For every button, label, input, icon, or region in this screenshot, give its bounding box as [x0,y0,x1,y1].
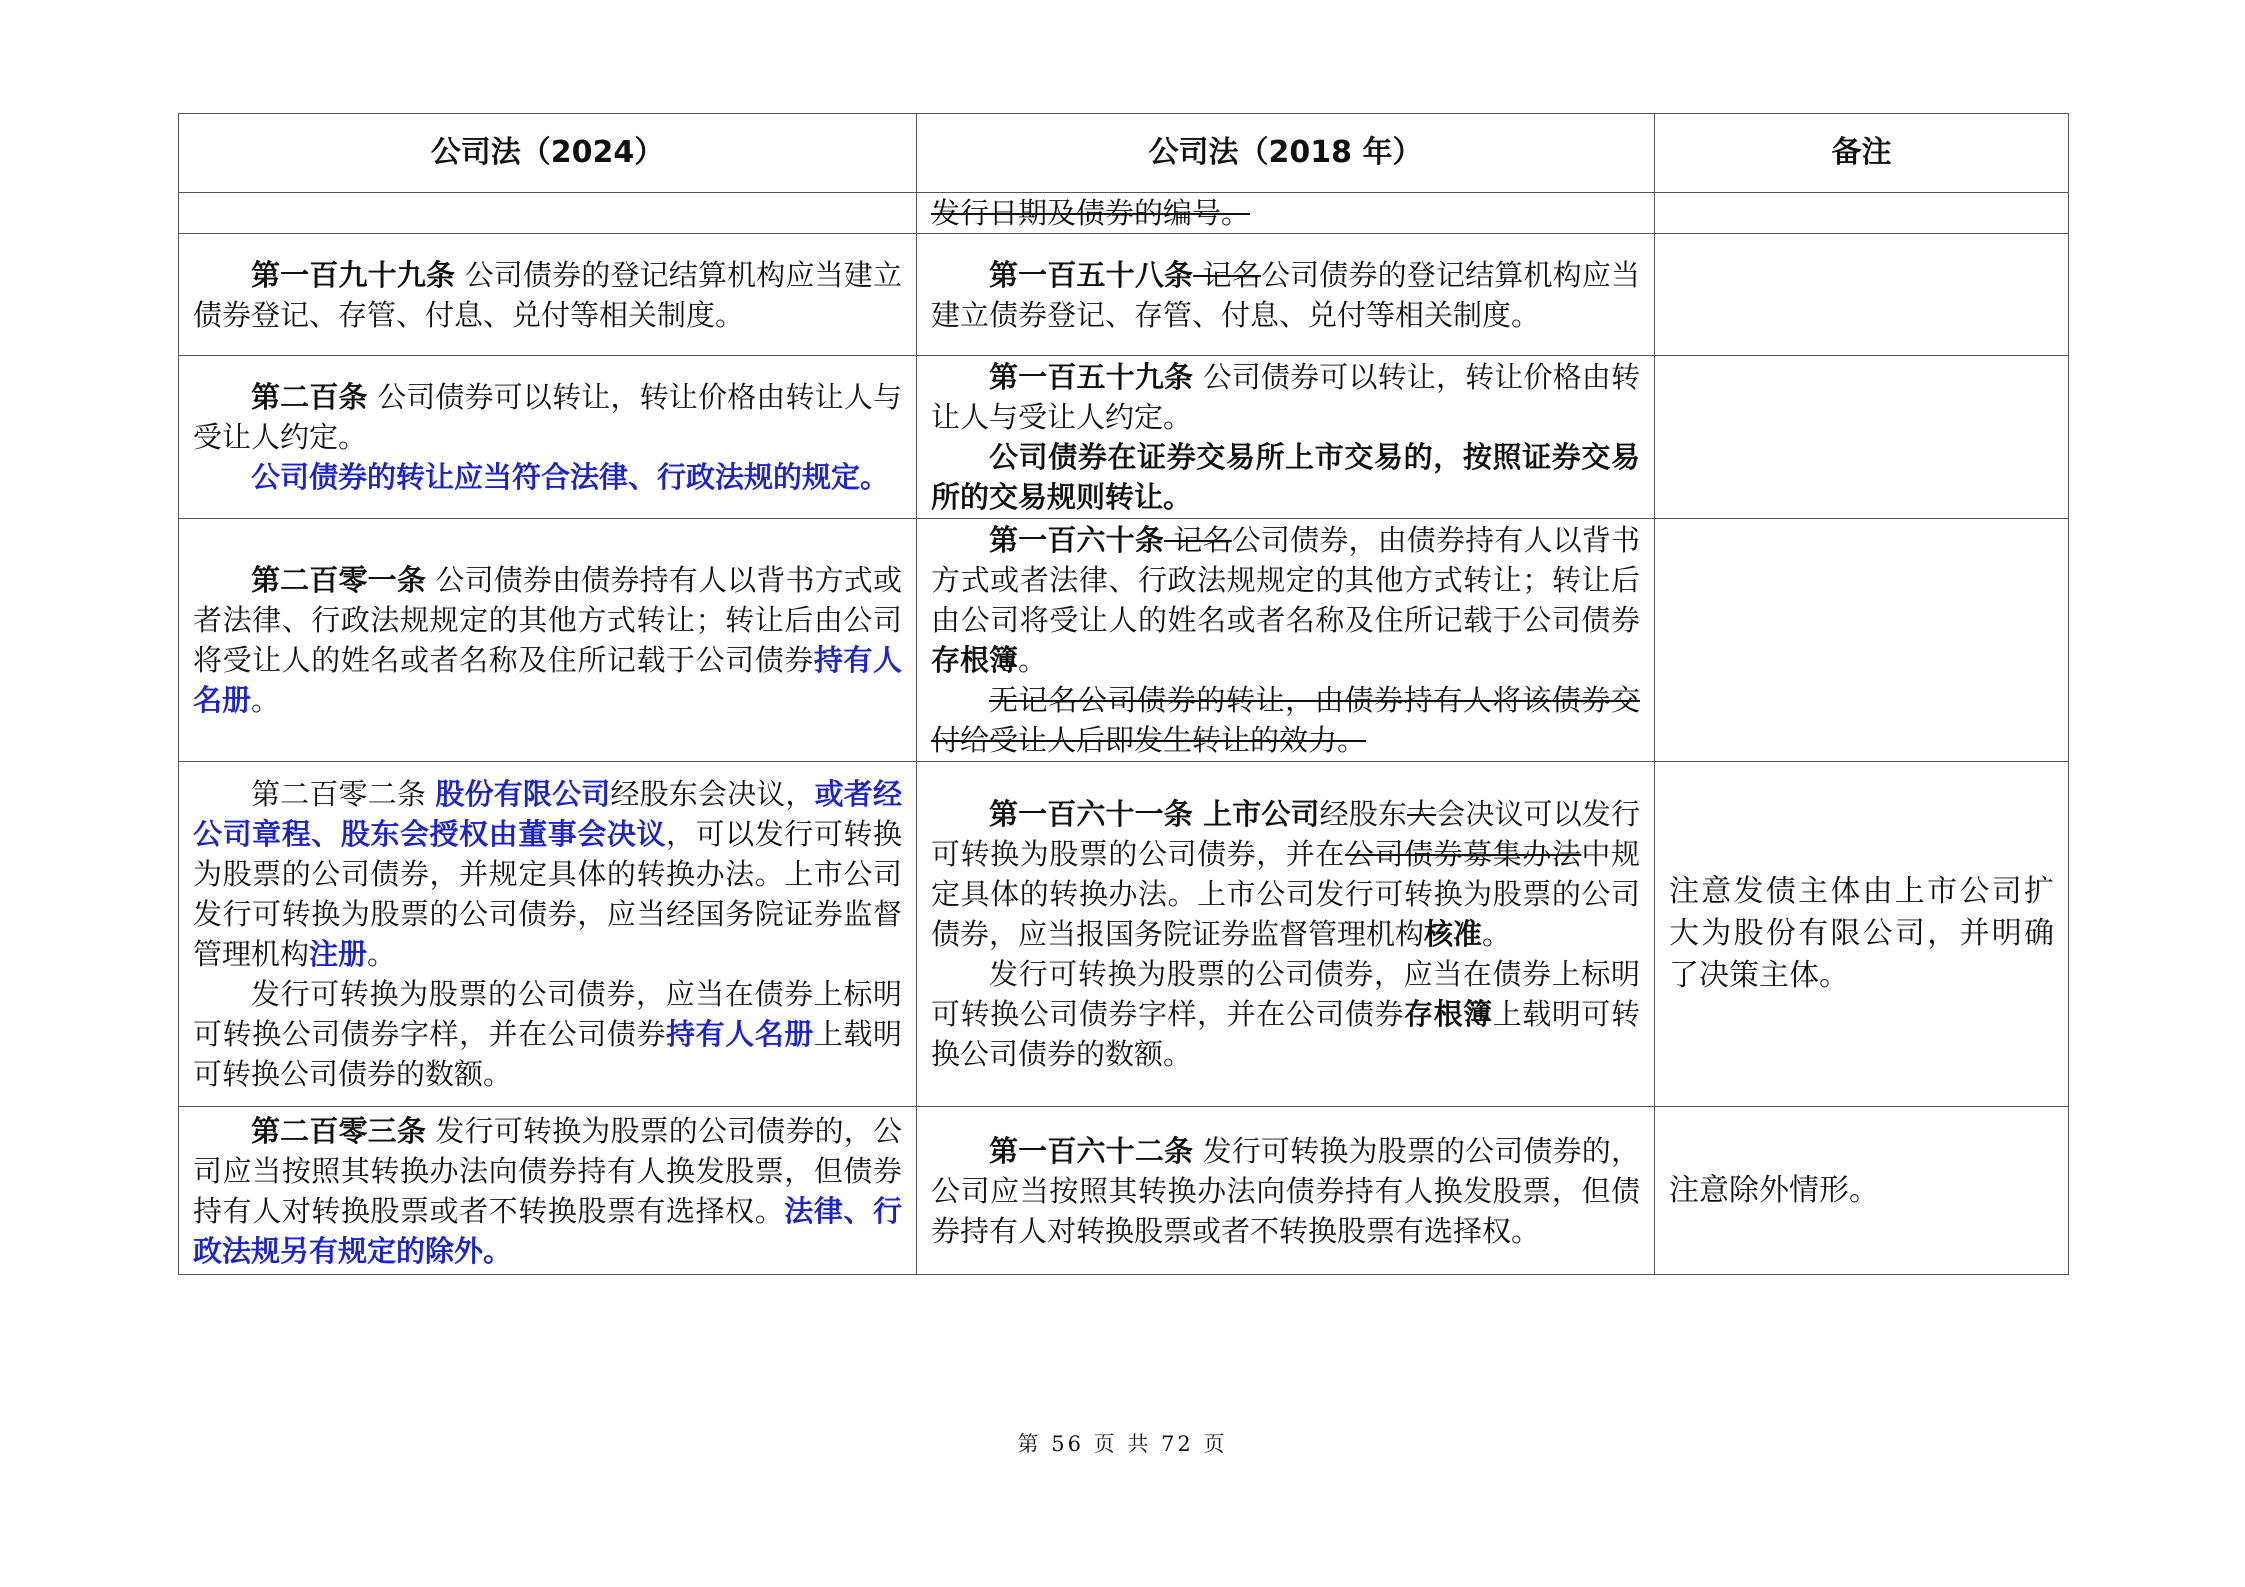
header-col-2018: 公司法（2018 年） [917,114,1655,193]
header-col-notes: 备注 [1655,114,2069,193]
cell-2018 [917,1107,1655,1275]
cell-2018 [917,193,1655,234]
table-row [179,356,2069,519]
cell-notes [1655,519,2069,762]
bold-text: 存根簿 [1404,997,1493,1031]
article-number: 第一百六十一条 [989,797,1193,831]
added-text: 或者经公司章程、股东会授权由董事会决议 [193,777,902,851]
page-number: 56 [1051,1432,1084,1456]
punct: 。 [1018,643,1048,677]
cell-2018 [917,234,1655,356]
cell-2018 [917,519,1655,762]
deleted-text: 发行日期及债券的编号。 [931,196,1251,230]
added-text: 股份有限公司 [435,777,611,811]
article-number: 第一百六十二条 [989,1133,1194,1168]
footer-label: 页 共 [1093,1432,1152,1456]
punct: 。 [1482,917,1512,951]
added-text: 法律、行政法规另有规定的除外。 [193,1193,902,1268]
deleted-text: 无记名公司债券的转让，由债券持有人将该债券交付给受让人后即发生转让的效力。 [931,683,1640,757]
article-text: 经股东 [1319,797,1408,831]
cell-2024 [179,1107,917,1275]
cell-2024 [179,356,917,519]
article-text: 上载明可转换公司债券的数额。 [931,997,1640,1071]
article-number: 第一百九十九条 [251,257,456,292]
cell-notes [1655,356,2069,519]
punct: 。 [367,937,397,971]
deleted-text: 公司债券募集办法 [1344,837,1582,871]
added-text: 持有人名册 [193,643,902,717]
deleted-text: 记名 [1164,523,1232,557]
bold-text: 上市公司 [1192,797,1320,831]
article-text: 发行可转换为股票的公司债券，应当在债券上标明可转换公司债券字样，并在公司债券 [931,957,1640,1031]
article-text: 发行可转换为股票的公司债券的，公司应当按照其转换办法向债券持有人换发股票，但债券持有人对转换股票或者不转换股票有选择权。 [931,1133,1640,1248]
punct: 。 [251,683,281,717]
cell-2024 [179,234,917,356]
added-text: 持有人名册 [666,1017,814,1051]
deleted-text: 大 [1407,797,1437,831]
footer-label: 页 [1203,1432,1228,1456]
article-text: 公司债券的登记结算机构应当建立债券登记、存管、付息、兑付等相关制度。 [931,257,1640,332]
article-text: 公司债券可以转让，转让价格由转让人与受让人约定。 [931,360,1640,434]
article-number: 第一百五十八条 [989,257,1194,292]
table-row [179,519,2069,762]
header-row [179,114,2069,193]
comparison-table [178,113,2069,1275]
article-text: 上载明可转换公司债券的数额。 [193,1017,902,1091]
table-row [179,234,2069,356]
added-text: 注册 [309,937,368,971]
cell-notes [1655,1107,2069,1275]
article-text: 中规定具体的转换办法。上市公司发行可转换为股票的公司债券，应当报国务院证券监督管理机构 [931,837,1640,951]
footer-label: 第 [1017,1432,1042,1456]
article-text: 公司债券，由债券持有人以背书方式或者法律、行政法规规定的其他方式转让；转让后由公司将受让人的姓名或者名称及住所记载于公司债券 [931,523,1640,637]
bold-text: 核准 [1424,917,1483,951]
note-text: 注意发债主体由上市公司扩大为股份有限公司，并明确了决策主体。 [1669,874,2054,993]
article-number: 第一百五十九条 [989,360,1194,394]
page-total: 72 [1161,1432,1194,1456]
cell-notes [1655,234,2069,356]
added-text: 公司债券的转让应当符合法律、行政法规的规定。 [251,460,890,494]
table-row [179,193,2069,234]
cell-notes [1655,762,2069,1107]
article-text: 公司债券由债券持有人以背书方式或者法律、行政法规规定的其他方式转让；转让后由公司将受让人的姓名或者名称及住所记载于公司债券 [193,563,902,677]
header-col-2024: 公司法（2024） [179,114,917,193]
article-number: 第二百零二条 [251,777,427,811]
cell-2018 [917,762,1655,1107]
article-number: 第二百条 [251,380,368,414]
cell-2024 [179,762,917,1107]
article-text: 发行可转换为股票的公司债券的，公司应当按照其转换办法向债券持有人换发股票，但债券持有人对转换股票或者不转换股票有选择权。 [193,1113,902,1228]
article-text: ，可以发行可转换为股票的公司债券，并规定具体的转换办法。上市公司发行可转换为股票的公司债券，应当经国务院证券监督管理机构 [193,817,902,971]
article-number: 第二百零一条 [251,563,427,597]
page-footer [0,1428,2245,1458]
bold-text: 公司债券在证券交易所上市交易的，按照证券交易所的交易规则转让。 [931,440,1640,514]
article-text: 经股东会决议， [610,777,815,811]
cell-2024 [179,519,917,762]
article-number: 第二百零三条 [251,1113,427,1148]
cell-notes [1655,193,2069,234]
cell-2018 [917,356,1655,519]
table-row [179,762,2069,1107]
article-number: 第一百六十条 [989,523,1165,557]
table-row [179,1107,2069,1275]
article-text: 会决议可以发行可转换为股票的公司债券，并在 [931,797,1640,871]
deleted-text: 记名 [1193,257,1261,292]
article-text: 公司债券可以转让，转让价格由转让人与受让人约定。 [193,380,902,454]
cell-2024 [179,193,917,234]
article-text: 公司债券的登记结算机构应当建立债券登记、存管、付息、兑付等相关制度。 [193,257,902,332]
bold-text: 存根簿 [931,643,1019,677]
article-text: 发行可转换为股票的公司债券，应当在债券上标明可转换公司债券字样，并在公司债券 [193,977,902,1051]
note-text: 注意除外情形。 [1669,1172,1879,1208]
